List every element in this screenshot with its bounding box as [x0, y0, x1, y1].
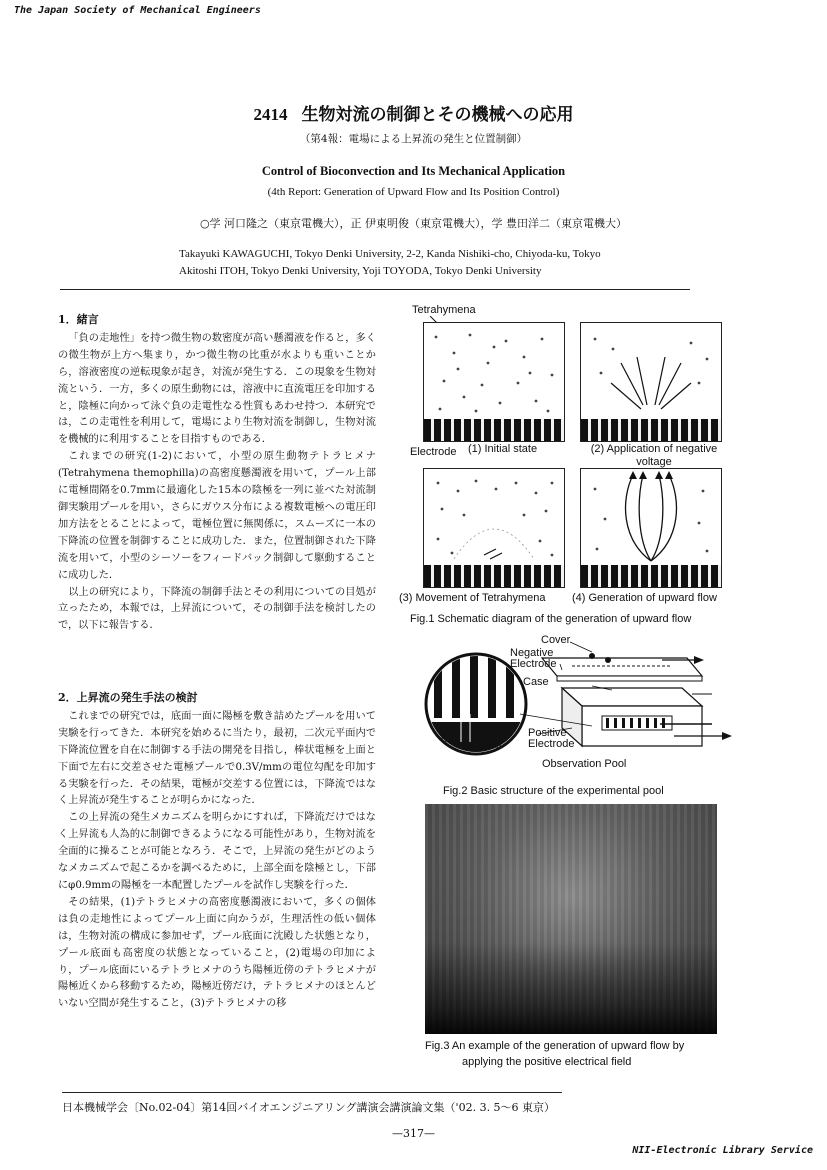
fig1-panel-negative-voltage — [580, 322, 722, 442]
fig2-label-case: Case — [523, 676, 549, 688]
section-2-paragraph-3: その結果，(1)テトラヒメナの高密度懸濁液において，多くの個体は負の走地性によってプール上面に向かうが，生理活性の低い個体は，生物対流の構成に参加せず，プール底面に沈殿した状態となり，プール底面も高密度の状態となっていること，(2)電場の印加により，プール底面にいるテトラヒメナのうち陽極近傍のテトラヒメナが陽極近くから移動するため，陽極近傍だけ，テトラヒメナのほとんどいない空間が発生すること，(3)テトラヒメナの移 — [58, 896, 376, 1010]
fig2-label-positive-electrode: Positive Electrode — [528, 727, 575, 750]
authors-en-line1: Takayuki KAWAGUCHI, Tokyo Denki University, 2-2, Kanda Nishiki-cho, Chiyoda-ku, Tokyo — [179, 248, 601, 260]
section-1-paragraph-3: 以上の研究により，下降流の制御手法とその利用についての目処が立ったため，本報では，上昇流について，その制御手法を検討したので，以下に報告する． — [58, 586, 376, 632]
fig1-label-electrode: Electrode — [410, 446, 457, 458]
fig3-caption-line1: Fig.3 An example of the generation of upward flow by — [425, 1040, 685, 1052]
paper-subtitle-en: (4th Report: Generation of Upward Flow and Its Position Control) — [267, 186, 560, 198]
section-1-paragraph-1: 「負の走地性」を持つ微生物の数密度が高い懸濁液を作ると，多くの微生物が上方へ集まり，かつ微生物の比重が水よりも重いことから，溶液密度の逆転現象が起き，対流が発生する．この現象を生物対流という．一方，多くの原生動物には，溶液中に直流電圧を印加すると，陰極に向かって泳ぐ負の走電性なる性質もあわせ持つ．本研究では，この走電性を利用して，電場により生物対流を制御し，生物対流を機械的に利用することを目指すものである． — [58, 332, 376, 446]
fig1-panel3-caption: (3) Movement of Tetrahymena — [399, 592, 546, 604]
fig1-flow-arrows — [581, 469, 721, 565]
authors-en-line2: Akitoshi ITOH, Tokyo Denki University, Yoji TOYODA, Tokyo Denki University — [179, 265, 542, 277]
paper-title — [0, 100, 827, 125]
section-2 — [58, 690, 376, 1013]
fig2-caption: Fig.2 Basic structure of the experimental pool — [443, 785, 664, 797]
section-1 — [58, 312, 376, 635]
section-2-paragraph-2: この上昇流の発生メカニズムを明らかにすれば，下降流だけではなく上昇流も人為的に制御できるようになる可能性があり，生物対流を全面的に操ることが可能となろう．そこで，上昇流の発生がどのようなメカニズムで起こるかを調べるために，上部全面を陰極とし，下部にφ0.9mmの陽極を一本配置したプールを試作し実験を行った． — [58, 812, 376, 891]
society-header: The Japan Society of Mechanical Engineers — [14, 5, 261, 16]
footer-proceedings: 日本機械学会〔No.02-04〕第14回バイオエンジニアリング講演会講演論文集（'02. 3. 5～6 東京） — [62, 1101, 556, 1114]
section-1-heading: 1．緒言 — [58, 313, 99, 326]
authors-jp: ○学 河口隆之（東京電機大），正 伊東明俊（東京電機大），学 豊田洋二（東京電機大） — [199, 217, 628, 230]
paper-title-jp: 生物対流の制御とその機械への応用 — [301, 105, 574, 125]
paper-title-en: Control of Bioconvection and Its Mechanical Application — [261, 164, 566, 178]
fig1-caption: Fig.1 Schematic diagram of the generation of upward flow — [410, 613, 692, 625]
fig1-electrode-row-1 — [424, 419, 564, 441]
paper-number: 2414 — [253, 105, 288, 124]
nii-footer: NII-Electronic Library Service — [632, 1145, 813, 1156]
fig1-panel-movement — [423, 468, 565, 588]
fig1-panel4-caption: (4) Generation of upward flow — [572, 592, 717, 604]
header-rule — [60, 289, 690, 290]
footer-rule — [62, 1092, 562, 1093]
paper-subtitle-jp: （第4報：電場による上昇流の発生と位置制御） — [299, 133, 528, 145]
fig3-photo — [425, 804, 717, 1034]
fig2-label-negative-electrode: Negative Electrode — [510, 647, 557, 670]
fig1-panel-initial — [423, 322, 565, 442]
fig2-dimension-2: 0.5 — [486, 739, 502, 751]
fig1-panel2-caption: (2) Application of negative voltage — [590, 443, 718, 468]
fig3-caption-line2: applying the positive electrical field — [462, 1056, 632, 1068]
section-1-paragraph-2: これまでの研究(1-2)において，小型の原生動物テトラヒメナ(Tetrahymena themophilla)の高密度懸濁液を用いて，プール上部に電極間隔を0.7mmに最適化した15本の陰極を一列に並べた対流制御実験用プールを用い，さらにガウス分布による複数電極への電圧印加方法をとることによって，電極位置に無関係に，スムーズに一本の下降流の位置を制御することに成功した．また，位置制御された下降流を用いて，小型のシーソーをフィードバック制御して駆動することに成功した． — [58, 451, 376, 581]
fig1-electrode-row-3 — [424, 565, 564, 587]
fig1-particles-1 — [424, 323, 564, 419]
fig2-label-cover: Cover — [541, 634, 571, 646]
section-2-paragraph-1: これまでの研究では，底面一面に陽極を敷き詰めたプールを用いて実験を行ってきた．本研究を始めるに当たり，最初，二次元平面内で下降流位置を自在に制御する手法の開発を目指し，棒状電極を上面と下面で左右に交差させた電極プールで0.3V/mmの電位勾配を印加する実験を行った．その結果，電極が交差する位置には，下降流ではなく上昇流が発生することが明らかになった． — [58, 710, 376, 807]
fig1-particles-3 — [424, 469, 564, 565]
section-2-heading: 2．上昇流の発生手法の検討 — [58, 691, 198, 704]
fig1-electrode-row-2 — [581, 419, 721, 441]
fig1-panel-upward-flow — [580, 468, 722, 588]
fig1-particles-2 — [581, 323, 721, 419]
fig1-panel1-caption: (1) Initial state — [468, 443, 538, 455]
fig2-dimension-1: 0.2 — [441, 734, 457, 746]
fig2-label-observation-pool: Observation Pool — [542, 758, 627, 770]
page-number: —317— — [392, 1127, 435, 1140]
fig1-label-tetrahymena: Tetrahymena — [412, 304, 476, 316]
fig1-electrode-row-4 — [581, 565, 721, 587]
